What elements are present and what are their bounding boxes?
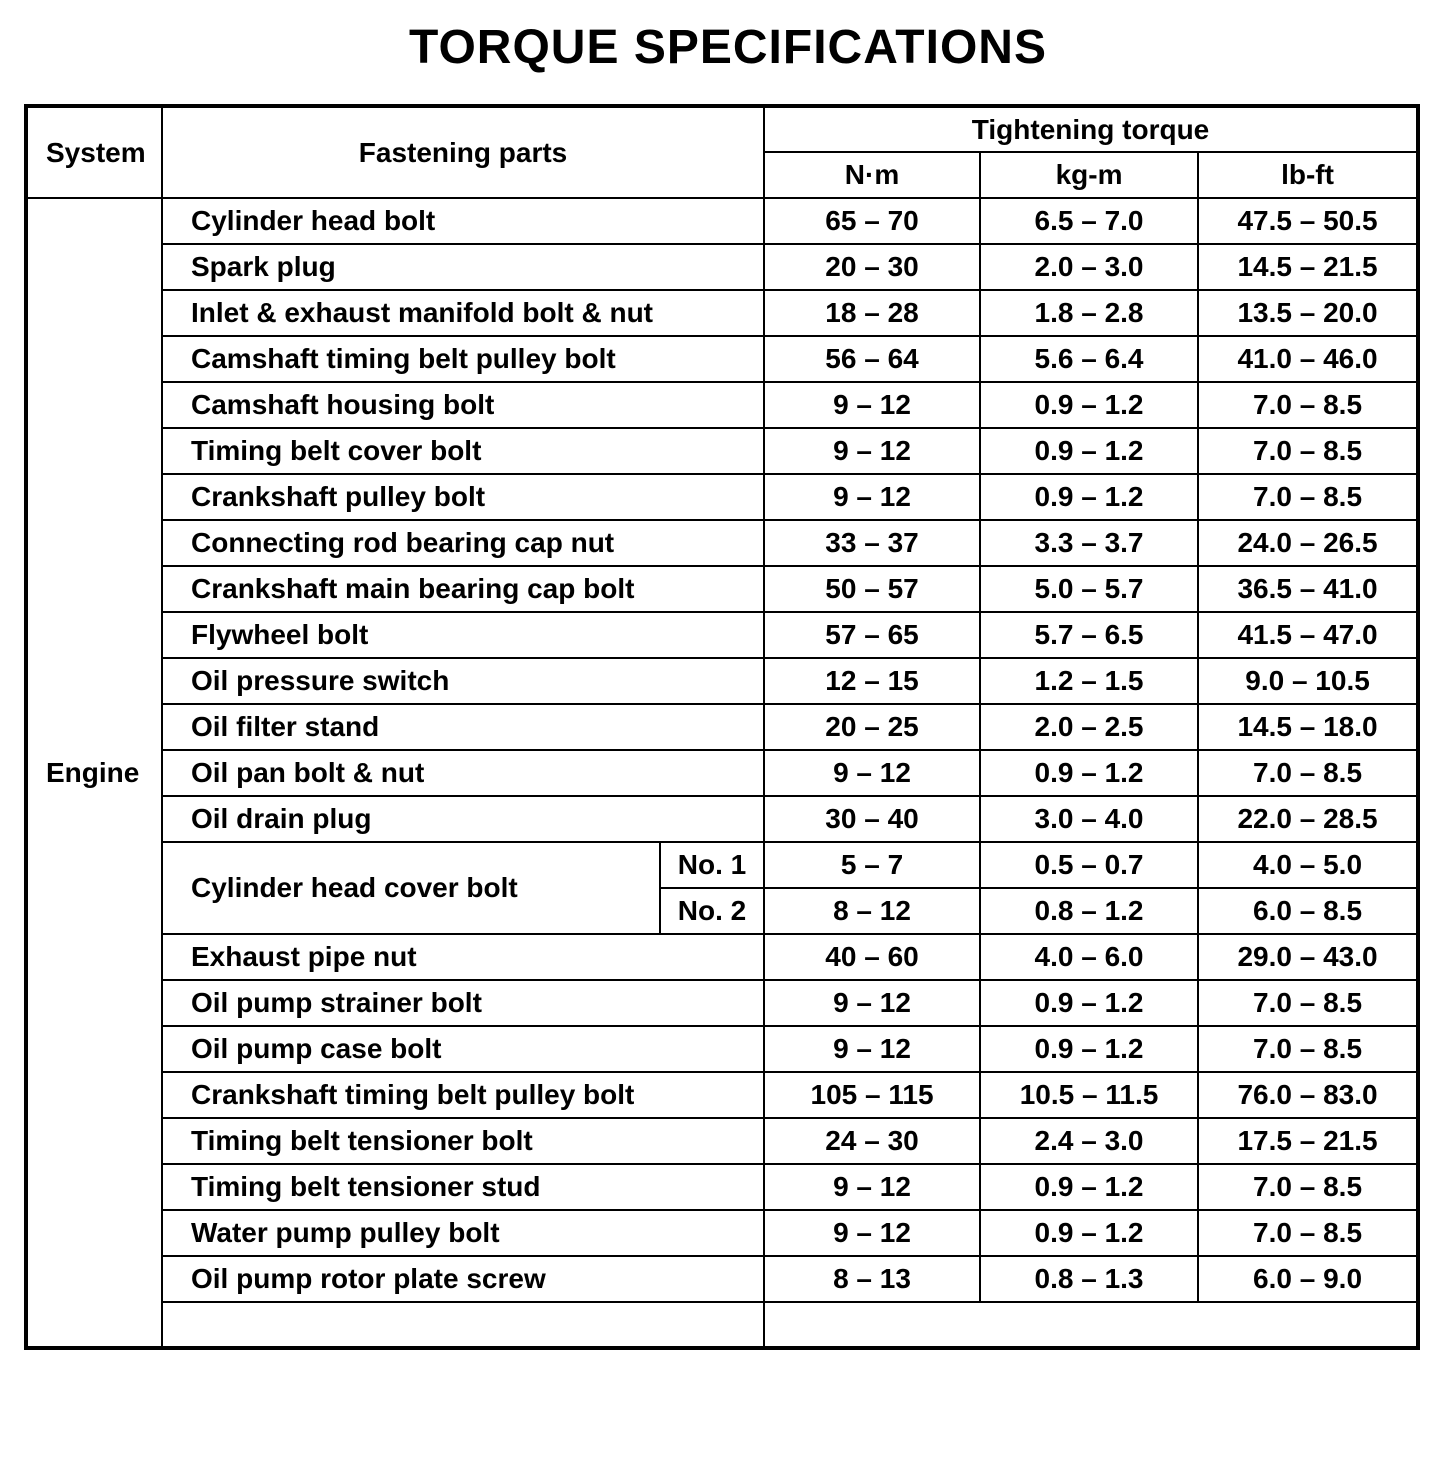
cell-nm: 24 – 30 (764, 1118, 980, 1164)
sub-label: No. 2 (660, 888, 764, 934)
cell-lbft: 13.5 – 20.0 (1198, 290, 1418, 336)
table-row (26, 980, 1418, 1026)
part-name: Inlet & exhaust manifold bolt & nut (162, 290, 764, 336)
cell-kgm: 4.0 – 6.0 (980, 934, 1198, 980)
table-row (26, 1164, 1418, 1210)
cell-lbft: 6.0 – 9.0 (1198, 1256, 1418, 1302)
cell-nm: 105 – 115 (764, 1072, 980, 1118)
part-name: Camshaft housing bolt (162, 382, 764, 428)
table-row (26, 428, 1418, 474)
cell-lbft: 41.0 – 46.0 (1198, 336, 1418, 382)
table-row (26, 474, 1418, 520)
header-kgm: kg-m (980, 152, 1198, 198)
cell-kgm: 1.8 – 2.8 (980, 290, 1198, 336)
sub-label: No. 1 (660, 842, 764, 888)
cell-nm: 9 – 12 (764, 1026, 980, 1072)
part-name: Oil pump case bolt (162, 1026, 764, 1072)
cell-kgm: 2.0 – 3.0 (980, 244, 1198, 290)
cell-lbft: 47.5 – 50.5 (1198, 198, 1418, 244)
part-name: Exhaust pipe nut (162, 934, 764, 980)
cell-lbft: 7.0 – 8.5 (1198, 750, 1418, 796)
table-row (26, 198, 1418, 244)
part-name: Oil pressure switch (162, 658, 764, 704)
page-title: TORQUE SPECIFICATIONS (409, 21, 1047, 74)
cell-lbft: 24.0 – 26.5 (1198, 520, 1418, 566)
cell-kgm: 0.8 – 1.2 (980, 888, 1198, 934)
part-name: Oil pump rotor plate screw (162, 1256, 764, 1302)
table-row (26, 382, 1418, 428)
part-name: Cylinder head bolt (162, 198, 764, 244)
table-row (26, 1210, 1418, 1256)
cell-lbft: 41.5 – 47.0 (1198, 612, 1418, 658)
cell-nm: 30 – 40 (764, 796, 980, 842)
cell-lbft: 17.5 – 21.5 (1198, 1118, 1418, 1164)
cell-lbft: 9.0 – 10.5 (1198, 658, 1418, 704)
table-row (26, 336, 1418, 382)
cell-nm: 8 – 13 (764, 1256, 980, 1302)
table-row (26, 842, 1418, 888)
cell-kgm: 0.9 – 1.2 (980, 980, 1198, 1026)
cell-kgm: 6.5 – 7.0 (980, 198, 1198, 244)
cell-kgm: 2.0 – 2.5 (980, 704, 1198, 750)
cell-nm: 65 – 70 (764, 198, 980, 244)
header-nm: N·m (764, 152, 980, 198)
cell-kgm: 0.9 – 1.2 (980, 750, 1198, 796)
table-row (26, 934, 1418, 980)
cell-lbft: 7.0 – 8.5 (1198, 1164, 1418, 1210)
cell-kgm: 10.5 – 11.5 (980, 1072, 1198, 1118)
cell-lbft: 76.0 – 83.0 (1198, 1072, 1418, 1118)
cell-nm: 8 – 12 (764, 888, 980, 934)
cell-nm: 9 – 12 (764, 980, 980, 1026)
cell-nm: 9 – 12 (764, 382, 980, 428)
cell-kgm: 0.9 – 1.2 (980, 382, 1198, 428)
cell-lbft: 4.0 – 5.0 (1198, 842, 1418, 888)
cell-kgm: 3.3 – 3.7 (980, 520, 1198, 566)
cell-nm: 9 – 12 (764, 474, 980, 520)
cell-lbft: 6.0 – 8.5 (1198, 888, 1418, 934)
cell-kgm: 5.7 – 6.5 (980, 612, 1198, 658)
cell-kgm: 0.5 – 0.7 (980, 842, 1198, 888)
part-name: Timing belt tensioner stud (162, 1164, 764, 1210)
part-name: Connecting rod bearing cap nut (162, 520, 764, 566)
cell-kgm: 5.6 – 6.4 (980, 336, 1198, 382)
table-row (26, 290, 1418, 336)
table-row (26, 750, 1418, 796)
cell-kgm: 0.8 – 1.3 (980, 1256, 1198, 1302)
cell-lbft: 7.0 – 8.5 (1198, 428, 1418, 474)
cell-lbft: 22.0 – 28.5 (1198, 796, 1418, 842)
header-system: System (26, 106, 162, 198)
part-name: Camshaft timing belt pulley bolt (162, 336, 764, 382)
cell-kgm: 0.9 – 1.2 (980, 1026, 1198, 1072)
table-row (26, 1256, 1418, 1302)
part-name: Crankshaft main bearing cap bolt (162, 566, 764, 612)
system-cell: Engine (26, 198, 162, 1348)
cell-nm: 33 – 37 (764, 520, 980, 566)
blank-row (26, 1302, 1418, 1348)
cell-nm: 20 – 30 (764, 244, 980, 290)
cell-lbft: 7.0 – 8.5 (1198, 1026, 1418, 1072)
cell-nm: 9 – 12 (764, 1164, 980, 1210)
cell-nm: 57 – 65 (764, 612, 980, 658)
cell-lbft: 14.5 – 21.5 (1198, 244, 1418, 290)
cell-lbft: 7.0 – 8.5 (1198, 980, 1418, 1026)
cell-kgm: 0.9 – 1.2 (980, 428, 1198, 474)
cell-kgm: 0.9 – 1.2 (980, 474, 1198, 520)
table-row (26, 796, 1418, 842)
part-name: Timing belt tensioner bolt (162, 1118, 764, 1164)
part-name: Water pump pulley bolt (162, 1210, 764, 1256)
part-name: Oil pump strainer bolt (162, 980, 764, 1026)
table-row (26, 1026, 1418, 1072)
table-row (26, 244, 1418, 290)
torque-table (24, 104, 1420, 1350)
part-name: Oil pan bolt & nut (162, 750, 764, 796)
cell-nm: 50 – 57 (764, 566, 980, 612)
table-row (26, 704, 1418, 750)
table-row (26, 612, 1418, 658)
part-name: Crankshaft pulley bolt (162, 474, 764, 520)
part-name: Cylinder head cover bolt (162, 842, 660, 934)
cell-nm: 5 – 7 (764, 842, 980, 888)
cell-nm: 9 – 12 (764, 428, 980, 474)
table-row (26, 658, 1418, 704)
part-name: Crankshaft timing belt pulley bolt (162, 1072, 764, 1118)
cell-lbft: 29.0 – 43.0 (1198, 934, 1418, 980)
cell-nm: 9 – 12 (764, 750, 980, 796)
table-row (26, 566, 1418, 612)
part-name: Oil filter stand (162, 704, 764, 750)
blank-cell (764, 1302, 1418, 1348)
header-tightening-torque: Tightening torque (764, 106, 1418, 152)
cell-kgm: 3.0 – 4.0 (980, 796, 1198, 842)
part-name: Oil drain plug (162, 796, 764, 842)
part-name: Timing belt cover bolt (162, 428, 764, 474)
cell-lbft: 14.5 – 18.0 (1198, 704, 1418, 750)
cell-nm: 18 – 28 (764, 290, 980, 336)
cell-nm: 20 – 25 (764, 704, 980, 750)
header-fastening-parts: Fastening parts (162, 106, 764, 198)
cell-kgm: 1.2 – 1.5 (980, 658, 1198, 704)
table-row (26, 1072, 1418, 1118)
cell-nm: 56 – 64 (764, 336, 980, 382)
cell-kgm: 2.4 – 3.0 (980, 1118, 1198, 1164)
cell-lbft: 7.0 – 8.5 (1198, 474, 1418, 520)
cell-nm: 12 – 15 (764, 658, 980, 704)
blank-cell (162, 1302, 764, 1348)
table-row (26, 1118, 1418, 1164)
cell-kgm: 5.0 – 5.7 (980, 566, 1198, 612)
part-name: Spark plug (162, 244, 764, 290)
part-name: Flywheel bolt (162, 612, 764, 658)
cell-lbft: 7.0 – 8.5 (1198, 1210, 1418, 1256)
cell-lbft: 7.0 – 8.5 (1198, 382, 1418, 428)
header-lbft: lb-ft (1198, 152, 1418, 198)
cell-lbft: 36.5 – 41.0 (1198, 566, 1418, 612)
cell-kgm: 0.9 – 1.2 (980, 1210, 1198, 1256)
table-row (26, 520, 1418, 566)
cell-nm: 9 – 12 (764, 1210, 980, 1256)
cell-kgm: 0.9 – 1.2 (980, 1164, 1198, 1210)
cell-nm: 40 – 60 (764, 934, 980, 980)
